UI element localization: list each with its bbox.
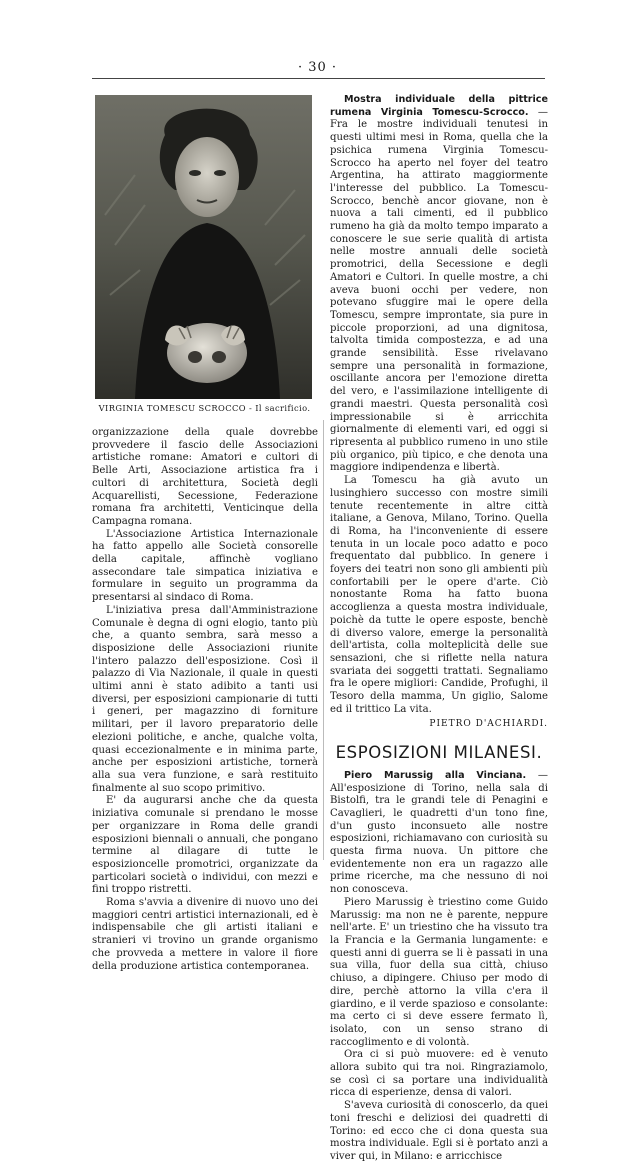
right-column [330, 94, 548, 1164]
portrait-painting [95, 95, 312, 399]
header-rule [92, 78, 545, 79]
paragraph: L'iniziativa presa dall'Amministrazione Comunale è degna di ogni elogio, tanto più che, a quanto sembra, sarà messo a disposizione delle Associazioni riunite l'intero palazzo dell'esposizione. Così il palazzo di Via Nazionale, il quale in questi ultimi anni è stato adibito a tanti usi diversi, per esposizioni campionarie di tutti i generi, per magazzino di forniture militari, per il lavoro preparatorio delle elezioni politiche, e anche, qualche volta, quasi eccezionalmente e in minima parte, anche per esposizioni artistiche, tornerà alla sua vera funzione, e sarà restituito finalmente al suo scopo primitivo. [92, 604, 318, 794]
article-heading: Piero Marussig alla Vinciana. [344, 769, 527, 781]
article-text: — All'esposizione di Torino, nella sala di Bistolfi, tra le grandi tele di Penagini e Cavaglieri, le quadretti d'un tono fine, d'un gusto inconsueto alle nostre esposizioni, richiamavano con curiosità su questa firma nuova. Un pittore che evidentemente non era un ragazzo alle prime ricerche, ma che nessuno di noi non conosceva. [330, 769, 548, 896]
paragraph: organizzazione della quale dovrebbe provvedere il fascio delle Associazioni artistiche romane: Amatori e cultori di Belle Arti, Associazione artistica fra i cultori di architettura, Società degli Acquarellisti, Secessione, Federazione romana fra architetti, Venticinque della Campagna romana. [92, 427, 318, 527]
section-title: ESPOSIZIONI MILANESI. [335, 743, 543, 763]
paragraph: L'Associazione Artistica Internazionale ha fatto appello alle Società consorelle della capitale, affinchè vogliano assecondare tale simpatica iniziativa e formulare in seguito un programma da presentarsi al sindaco di Roma. [92, 528, 318, 604]
page-number: · 30 · [297, 60, 338, 75]
figure-caption: VIRGINIA TOMESCU SCROCCO - Il sacrificio. [98, 403, 311, 413]
left-column [92, 427, 318, 973]
article-heading: Mostra individuale della pittrice rumena Virginia Tomescu-Scrocco. [330, 94, 548, 118]
painting-portrait-icon [95, 95, 312, 399]
paragraph: Roma s'avvia a divenire di nuovo uno dei maggiori centri artistici internazionali, ed è indispensabile che gli artisti italiani e stranieri vi trovino un grande organismo che provveda a mettere in valore il fiore della produzione artistica contemporanea. [92, 897, 318, 972]
column-divider [323, 420, 324, 860]
paragraph: Ora ci si può muovere: ed è venuto allora subito qui tra noi. Ringraziamolo, se così ci sa portare una individualità ricca di esperienze, densa di valori. [330, 1049, 548, 1099]
article-text: — Fra le mostre individuali tenutesi in questi ultimi mesi in Roma, quella che la psichica rumena Virginia Tomescu-Scrocco ha aperto nel foyer del teatro Argentina, ha attirato maggiormente l'interesse del pubblico. La Tomescu-Scrocco, benchè ancor giovane, non è nuova a tali cimenti, ed il pubblico rumeno ha già da molto tempo imparato a conoscere le sue serie qualità di artista nelle mostre annuali delle società promotrici, della Secessione e degli Amatori e Cultori. In quelle mostre, a chi aveva buoni occhi per vedere, non potevano sfuggire mai le opere della Tomescu, sempre improntate, sia pure in piccole proporzioni, ad una dignitosa, talvolta timida compostezza, e ad una grande sensibilità. Esse rivelavano sempre una personalità in formazione, oscillante ancora per l'emozione diretta del vero, e l'assimilazione intelligente di grandi maestri. Questa personalità così impressionabile si è arricchita giornalmente di elementi vari, ed oggi si ripresenta al pubblico rumeno in uno stile più organico, più tipico, e che denota una maggiore indipendenza e libertà. [330, 106, 548, 474]
article-intro [330, 770, 548, 897]
author-signature: PIETRO D'ACHIARDI. [429, 719, 548, 730]
paragraph: E' da augurarsi anche che da questa iniziativa comunale si prendano le mosse per organizzare in Roma delle grandi esposizioni biennali o annuali, che pongano termine al dilagare di tutte le esposizioncelle promotrici, organizzate da particolari società o individui, con mezzi e fini troppo ristretti. [92, 795, 318, 896]
paragraph: La Tomescu ha già avuto un lusinghiero successo con mostre simili tenute recentemente in altre città italiane, a Genova, Milano, Torino. Quella di Roma, ha l'inconveniente di essere tenuta in un locale poco adatto e poco frequentato dal pubblico. In genere i foyers dei teatri non sono gli ambienti più confortabili per le opere d'arte. Ciò nonostante Roma ha fatto buona accoglienza a questa mostra individuale, poichè da tutte le opere esposte, benchè di diverso valore, emerge la personalità dell'artista, colla molteplicità delle sue sensazioni, che si riflette nella natura svariata dei soggetti trattati. Segnaliamo fra le opere migliori: Candide, Profughi, il Tesoro della mamma, Un giglio, Salome ed il trittico La vita. [330, 475, 548, 715]
article-intro [330, 94, 548, 475]
paragraph: S'aveva curiosità di conoscerlo, da quei toni freschi e deliziosi dei quadretti di Torino: ed ecco che ci dona questa sua mostra individuale. Egli si è portato anzi a viver qui, in Milano: e arricchisce [330, 1100, 548, 1162]
paragraph: Piero Marussig è triestino come Guido Marussig: ma non ne è parente, neppure nell'arte. E' un triestino che ha vissuto tra la Francia e la Germania lungamente: e questi anni di guerra se li è passati in una sua villa, fuor della sua città, chiuso chiuso, a dipingere. Chiuso per modo di dire, perchè attorno la villa c'era il giardino, e il verde spazioso e consolante: ma certo ci si deve essere fermato lì, isolato, con un senso strano di raccoglimento e di volontà. [330, 896, 548, 1048]
